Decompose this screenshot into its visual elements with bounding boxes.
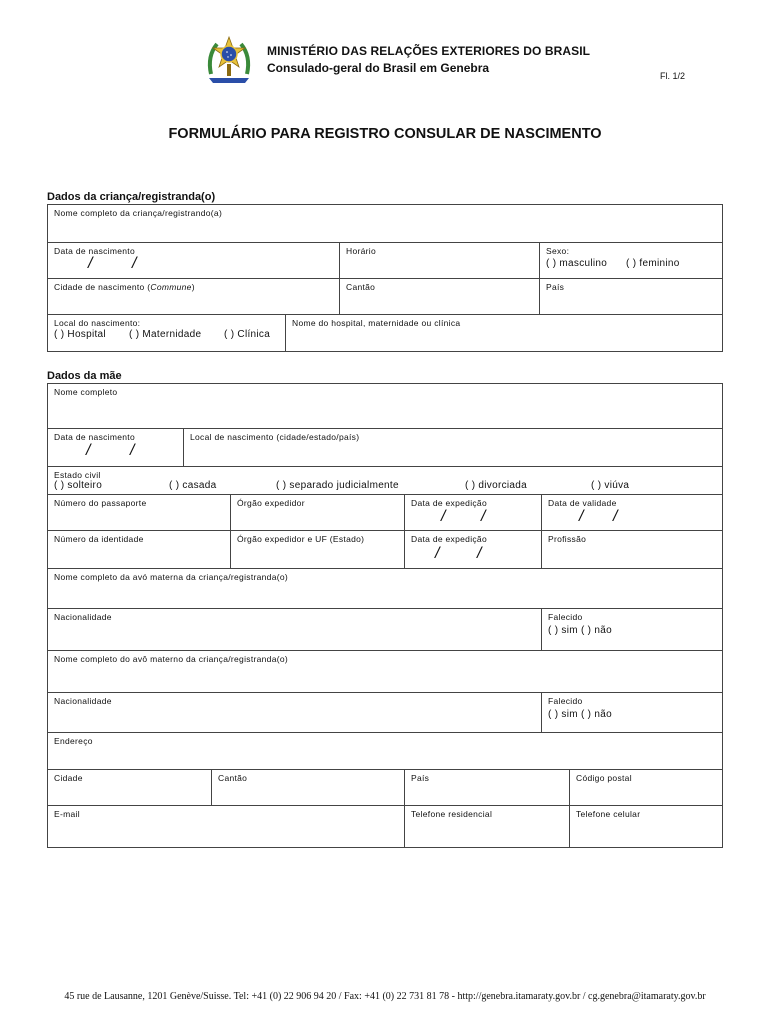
id-issuing-body-field[interactable]: [231, 531, 405, 569]
child-hospital-name-field[interactable]: [286, 315, 722, 351]
footer-contact: 45 rue de Lausanne, 1201 Genève/Suisse. Tel: +41 (0) 22 906 94 20 / Fax: +41 (0) 22 731 81 78 - http://genebra.itamaraty.gov.br / cg.genebra@itamaraty.gov.br: [64, 991, 706, 1002]
grandmother-deceased-label: Falecido: [548, 612, 583, 622]
canton-field[interactable]: [212, 770, 405, 806]
passport-number-field[interactable]: [48, 495, 231, 531]
home-phone-field[interactable]: [405, 806, 570, 847]
sex-female-option[interactable]: ( ) feminino: [626, 258, 680, 269]
ministry-name: MINISTÉRIO DAS RELAÇÕES EXTERIORES DO BRASIL: [267, 44, 591, 58]
grandmother-nationality-field[interactable]: [48, 609, 542, 651]
country-field[interactable]: [405, 770, 570, 806]
email-label: E-mail: [54, 809, 80, 819]
mother-full-name-label: Nome completo: [54, 387, 118, 397]
date-slash: /: [132, 255, 137, 272]
child-country-field[interactable]: [540, 279, 722, 315]
child-time-label: Horário: [346, 246, 376, 256]
date-slash: /: [441, 508, 446, 525]
grandmother-name-field[interactable]: [48, 569, 722, 609]
mother-civil-status-field: [48, 467, 722, 495]
child-hospital-name-label: Nome do hospital, maternidade ou clínica: [292, 318, 461, 328]
mother-birth-date-label: Data de nascimento: [54, 432, 135, 442]
grandfather-deceased-field: [542, 693, 722, 733]
city-field[interactable]: [48, 770, 212, 806]
country-label: País: [411, 773, 430, 783]
date-slash: /: [86, 442, 91, 459]
date-slash: /: [613, 508, 618, 525]
grandfather-nationality-field[interactable]: [48, 693, 542, 733]
child-birth-place-label: Local do nascimento:: [54, 318, 141, 328]
passport-issuing-body-field[interactable]: [231, 495, 405, 531]
birth-place-clinic-option[interactable]: ( ) Clínica: [224, 329, 271, 340]
form-title: FORMULÁRIO PARA REGISTRO CONSULAR DE NASCIMENTO: [168, 126, 602, 142]
child-birth-place-field: [48, 315, 286, 351]
id-number-label: Número da identidade: [54, 534, 144, 544]
profession-label: Profissão: [548, 534, 587, 544]
grandfather-name-field[interactable]: [48, 651, 722, 693]
grandfather-nationality-label: Nacionalidade: [54, 696, 112, 706]
civil-status-separated-option[interactable]: ( ) separado judicialmente: [276, 480, 399, 491]
consulate-name: Consulado-geral do Brasil em Genebra: [267, 61, 490, 75]
child-sex-label: Sexo:: [546, 246, 570, 256]
address-label: Endereço: [54, 736, 93, 746]
mother-birth-place-label: Local de nascimento (cidade/estado/país): [190, 432, 360, 442]
child-birth-date-label: Data de nascimento: [54, 246, 135, 256]
coat-of-arms-emblem: [203, 34, 255, 86]
child-data-form: [47, 204, 723, 352]
mother-data-form: [47, 383, 723, 848]
city-label: Cidade: [54, 773, 83, 783]
passport-issue-date-label: Data de expedição: [411, 498, 487, 508]
grandmother-deceased-field: [542, 609, 722, 651]
child-country-label: País: [546, 282, 565, 292]
id-issue-date-field[interactable]: [405, 531, 542, 569]
postal-code-field[interactable]: [570, 770, 722, 806]
child-canton-field[interactable]: [340, 279, 540, 315]
sex-male-option[interactable]: ( ) masculino: [546, 258, 608, 269]
civil-status-married-option[interactable]: ( ) casada: [169, 480, 217, 491]
mother-birth-place-field[interactable]: [184, 429, 722, 467]
date-slash: /: [435, 545, 440, 562]
mobile-phone-label: Telefone celular: [576, 809, 641, 819]
id-issue-date-label: Data de expedição: [411, 534, 487, 544]
date-slash: /: [88, 255, 93, 272]
home-phone-label: Telefone residencial: [411, 809, 493, 819]
mother-full-name-field[interactable]: [48, 384, 722, 429]
passport-number-label: Número do passaporte: [54, 498, 147, 508]
child-canton-label: Cantão: [346, 282, 376, 292]
birth-place-hospital-option[interactable]: ( ) Hospital: [54, 329, 106, 340]
grandmother-nationality-label: Nacionalidade: [54, 612, 112, 622]
grandfather-deceased-options[interactable]: ( ) sim ( ) não: [548, 709, 612, 720]
mother-birth-date-field[interactable]: [48, 429, 184, 467]
child-time-field[interactable]: [340, 243, 540, 279]
email-field[interactable]: [48, 806, 405, 847]
date-slash: /: [477, 545, 482, 562]
birth-place-maternity-option[interactable]: ( ) Maternidade: [129, 329, 202, 340]
id-issuing-body-label: Órgão expedidor e UF (Estado): [237, 534, 365, 544]
civil-status-divorced-option[interactable]: ( ) divorciada: [465, 480, 527, 491]
mother-section-heading: Dados da mãe: [47, 370, 122, 382]
address-field[interactable]: [48, 733, 722, 770]
mobile-phone-field[interactable]: [570, 806, 722, 847]
child-full-name-label: Nome completo da criança/registrando(a): [54, 208, 223, 218]
passport-expiry-date-label: Data de validade: [548, 498, 617, 508]
passport-expiry-date-field[interactable]: [542, 495, 722, 531]
date-slash: /: [481, 508, 486, 525]
id-number-field[interactable]: [48, 531, 231, 569]
child-birth-date-field[interactable]: [48, 243, 340, 279]
page-number: Fl. 1/2: [660, 71, 686, 81]
passport-issue-date-field[interactable]: [405, 495, 542, 531]
passport-issuing-body-label: Órgão expedidor: [237, 498, 305, 508]
child-sex-field: [540, 243, 722, 279]
postal-code-label: Código postal: [576, 773, 632, 783]
child-birth-city-label: Cidade de nascimento (Commune): [54, 282, 195, 292]
canton-label: Cantão: [218, 773, 248, 783]
child-section-heading: Dados da criança/registranda(o): [47, 191, 216, 203]
civil-status-single-option[interactable]: ( ) solteiro: [54, 480, 103, 491]
grandmother-deceased-options[interactable]: ( ) sim ( ) não: [548, 625, 612, 636]
grandfather-deceased-label: Falecido: [548, 696, 583, 706]
grandmother-name-label: Nome completo da avó materna da criança/registranda(o): [54, 572, 289, 582]
profession-field[interactable]: [542, 531, 722, 569]
date-slash: /: [579, 508, 584, 525]
mother-civil-status-label: Estado civil: [54, 470, 101, 480]
child-full-name-field[interactable]: [48, 205, 722, 243]
child-birth-city-field[interactable]: [48, 279, 340, 315]
grandfather-name-label: Nome completo do avô materno da criança/registranda(o): [54, 654, 289, 664]
date-slash: /: [130, 442, 135, 459]
civil-status-widowed-option[interactable]: ( ) viúva: [591, 480, 630, 491]
